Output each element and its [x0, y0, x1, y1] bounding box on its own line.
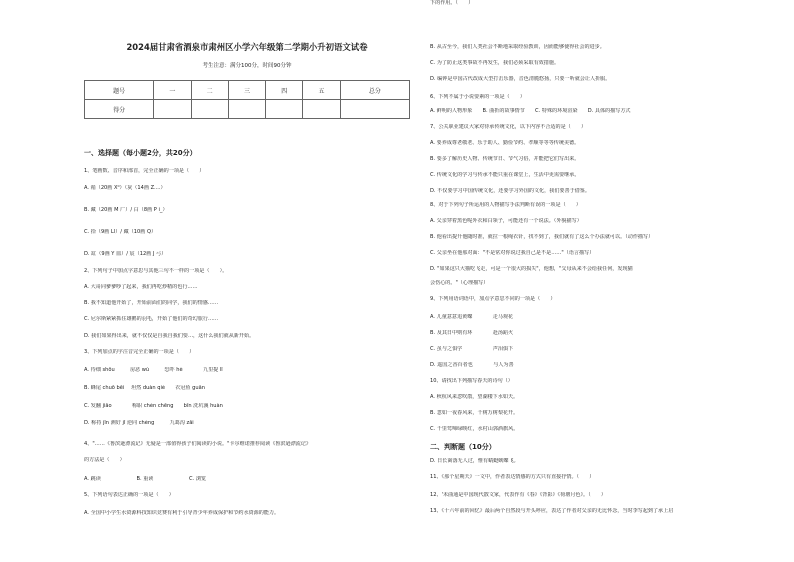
question-line: 12、'未曲通是中国现代散文家，代表作有《春》《背影》《荷塘月色》。（ ）: [430, 492, 606, 498]
question-line: 6、下列不属于小说要素的一项是（ ）: [430, 94, 525, 100]
question-line: 1、笔画数、音序和部首，完全正确的一项是（ ）: [84, 168, 205, 174]
question-line: A. 待细 shōu 房恶 wù 恐吓 hè 九里提 lǐ: [84, 367, 223, 373]
question-line: D. 称持 jīn 测好 jǐ 逆同 chèng 九葛沟 zāi: [84, 420, 194, 426]
score-cell: 题号: [85, 81, 154, 100]
score-empty-cell: [191, 100, 228, 119]
score-cell: 五: [303, 81, 340, 100]
score-value-row: [85, 100, 410, 119]
question-line: 下的作用。（ ）: [430, 0, 474, 6]
question-line: 3、下列加点的字注音完全正确的一项是（ ）: [84, 349, 195, 355]
score-empty-cell: [154, 100, 191, 119]
question-line: C. 父亲坐在他那对面："不是常对你说过我自己是不是……"（语言描写）: [430, 250, 595, 256]
question-line: C. 发翻 jiāo 称职 chèn chēng bīn 洗坑溪 huàn: [84, 403, 223, 409]
score-cell: 三: [228, 81, 265, 100]
question-line: B. 及其日中则有环 赴汤蹈火: [430, 330, 514, 336]
score-label-cell: 得分: [85, 100, 154, 119]
question-line: 9、下列用语词语中，加点字意思不同的一项是（ ）: [430, 296, 556, 302]
question-line: B. 从古至今，我们人类社会不断地采取经验教训，因而能够使得社会的进步。: [430, 44, 605, 50]
score-empty-cell: [266, 100, 303, 119]
score-table: [84, 80, 410, 119]
question-line: 8、对于下列句子所运用的人物描写手法判断有误的一项是（ ）: [430, 202, 581, 208]
question-line: A. 跳读 B. 重读 C. 浏览: [84, 476, 207, 482]
score-cell: 一: [154, 81, 191, 100]
score-empty-cell: [303, 100, 340, 119]
question-line: 4、"……《鲁滨逊漂流记》无疑是一部值得孩子们阅读的小说。"卡尔维诺推荐阅读《鲁滨逊漂流记》: [84, 441, 311, 447]
question-line: 会伤心的。"（心理描写）: [430, 280, 489, 286]
question-line: B. 要多了解历史人物、传统节日、节气习俗，并能把它们写出来。: [430, 156, 580, 162]
question-line: A. 全国中小学生水资源科技知识竞赛有利于引导青少年养成保护和节约水资源的能力。: [84, 510, 280, 516]
question-line: D. 日长篱落无人过，惟有蜻蜓蛱蝶飞。: [430, 458, 519, 464]
exam-notice: 考生注意：满分100分，时间90分钟: [202, 63, 292, 69]
score-header-row: [85, 81, 410, 100]
question-line: A. 鲜明的人物形象 B. 曲折的故事情节 C. 特殊的环境渲染 D. 具体的描写方式: [430, 108, 631, 114]
question-line: D. 遥国之香百者也 与人为善: [430, 362, 514, 368]
question-line: C. 千里莺啼绿映红，水村山郭酒旗风。: [430, 426, 519, 432]
question-line: C. 传统文化的学习与传承不能只重在课堂上，生活中更需要继承。: [430, 172, 580, 178]
question-line: D. 缸（9画 Y 皿）/ 宸（12画 J 弓）: [84, 251, 167, 257]
exam-title: 2024届甘肃省酒泉市肃州区小学六年级第二学期小升初语文试卷: [126, 42, 368, 52]
question-line: A. 要养成尊老敬老、乐于助人、勤俭节约、孝顺等等等传统美德。: [430, 140, 580, 146]
question-line: 2、下列句子中加点字意思与其他三句不一样的一项是（ ）。: [84, 268, 228, 274]
question-line: 13、《十六年前的回忆》最后两个自然段与开头呼应，表达了作者对父亲的无比怀念，当时李写起到了承上启: [430, 508, 674, 514]
question-line: 5、下列语句表达正确的一项是（ ）: [84, 492, 174, 498]
section-heading-judge: 二、判断题（10分）: [430, 443, 496, 451]
question-line: A. 大哥同爹爹吵了起来，我们再吃炒精的也行……: [84, 284, 198, 290]
question-line: D. 编钟是中国古代改成大型打击乐器，音色清脆悠扬，只要一听就会让人折服。: [430, 76, 611, 82]
score-empty-cell: [228, 100, 265, 119]
question-line: C. 拾（9画 Lǐ）/ 藏（10画 Q）: [84, 229, 157, 235]
question-line: A. 箱（20画 X⁰）（灰（14画 Z....）: [84, 185, 166, 191]
question-line: C. 为了防止这类事故不再发生，我们必须采取有效措施。: [430, 60, 560, 66]
question-line: C. 尼尔斯紧紧抓住雄鹅的羽毛，开始了他们的奇幻旅行……: [84, 316, 219, 322]
score-empty-cell: [340, 100, 409, 119]
question-line: 10、请找出下列描写春天的诗句（）: [430, 378, 513, 384]
question-line: B. 藏（20画 M 广）/ 白（8画 P i_）: [84, 207, 168, 213]
question-line: D. 我们如果得出来，就不仅仅是自我自我们要…，这什么我们就从新开始。: [84, 333, 255, 339]
question-line: A. 父亲穿着黑色呢外衣和白领子，可能还有一个说法。（外貌描写）: [430, 218, 582, 224]
question-line: C. 虽与之俱学 声泪俱下: [430, 346, 514, 352]
question-line: 的方法是（ ）: [84, 457, 125, 463]
question-line: A. 秋杭风来忽吹散，望湖楼下水如天。: [430, 394, 519, 400]
section-heading-choice: 一、选择题（每小题2分，共20分）: [84, 149, 197, 157]
question-line: B. 我不知道他开始了，开始前面们的同学，我们的情感……: [84, 300, 219, 306]
question-line: B. 蜂尾 chuō bēi 坦然 duàn qié 衣冠鱼 guān: [84, 385, 205, 391]
question-line: A. 儿童意意追黄蝶 走马观花: [430, 314, 514, 320]
score-cell: 四: [266, 81, 303, 100]
question-line: B. 他看出提升他随时准，就拉一根绳衣针，找不到了，我们就有了这么个办法就可以。（动作描写）: [430, 234, 654, 240]
question-line: 7、公关职业建议大家对待承传统文化，以下内容不合适的是（ ）: [430, 124, 587, 130]
score-cell: 总分: [340, 81, 409, 100]
question-line: B. 忽如一夜春风来，千树万树梨花开。: [430, 410, 519, 416]
question-line: D. "如果这只大猫吃飞走，可是一个很大的损失"，他想，"父母从来不会给我任何，发现猫: [430, 266, 633, 272]
question-line: 11、《那个星期天》一文中，作者表达情感的方式只有直接抒情。（ ）: [430, 474, 595, 480]
question-line: D. 不仅要学习中国传统文化，还要学习外国的文化，我们要善于借鉴。: [430, 188, 590, 194]
score-cell: 二: [191, 81, 228, 100]
